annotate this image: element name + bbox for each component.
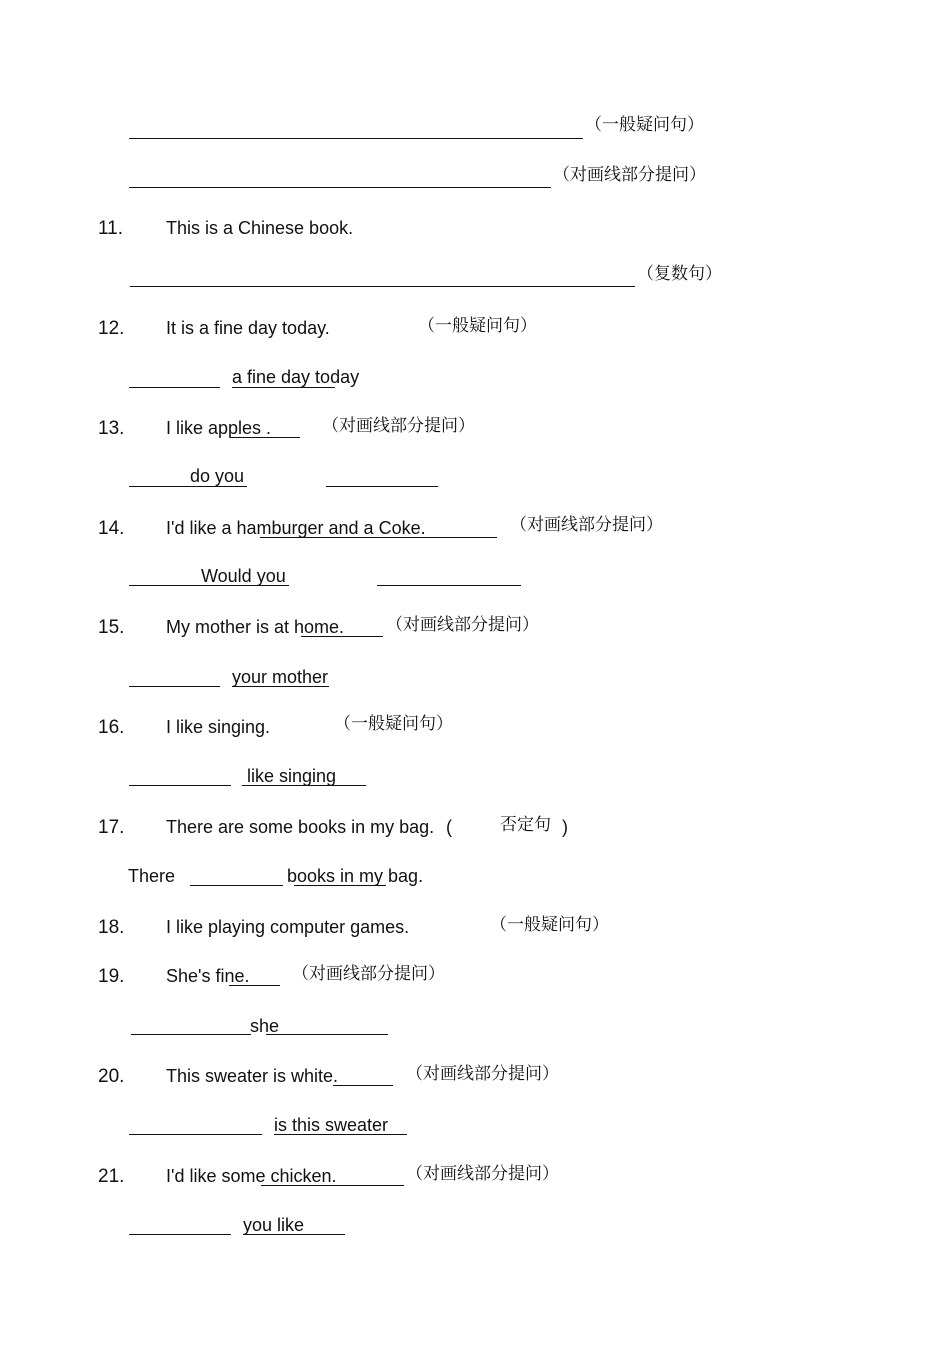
answer-line [129,187,551,188]
answer-blank [129,486,247,487]
hint-paren-close: ) [562,817,568,837]
answer-underline [232,387,335,388]
hint-ask-underlined: （对画线部分提问） [553,165,706,185]
answer-blank [129,686,220,687]
answer-text: do you [190,466,245,486]
item-sentence: My mother is at home. [166,617,345,637]
hint-yes-no: （一般疑问句） [334,714,453,734]
item-sentence: She's fine. [166,966,250,986]
answer-blank [131,1034,251,1035]
hint-plural: （复数句） [637,264,722,284]
item-sentence: This is a Chinese book. [166,218,354,238]
item-sentence: I'd like a hamburger and a Coke. [166,518,426,538]
hint-yes-no: （一般疑问句） [490,915,609,935]
hint-ask-underlined: （对画线部分提问） [406,1064,559,1084]
underlined-part [230,437,300,438]
answer-text: like singing [247,766,337,786]
item-number: 14. [98,518,125,539]
item-sentence: I'd like some chicken. [166,1166,337,1186]
item-number: 20. [98,1066,125,1087]
item-sentence: I like apples . [166,418,272,438]
item-sentence: This sweater is white. [166,1066,339,1086]
answer-text: books in my bag. [287,866,424,886]
answer-underline [294,885,386,886]
item-sentence: I like singing. [166,717,271,737]
answer-text: There [128,866,176,886]
answer-blank [190,885,283,886]
item-number: 19. [98,966,125,987]
item-sentence: It is a fine day today. [166,318,330,338]
answer-blank [129,387,220,388]
hint-negative: 否定句 [500,815,551,835]
underlined-part [229,985,280,986]
answer-blank [266,1034,388,1035]
hint-yes-no: （一般疑问句） [418,316,537,336]
answer-underline [242,785,366,786]
item-number: 11. [98,218,124,239]
underlined-part [260,537,497,538]
answer-text: you like [243,1215,305,1235]
answer-blank [129,1134,262,1135]
answer-text: Would you [201,566,286,586]
hint-ask-underlined: （对画线部分提问） [386,615,539,635]
answer-underline [274,1134,407,1135]
item-number: 18. [98,917,125,938]
item-number: 12. [98,318,125,339]
answer-text: a fine day today [232,367,360,387]
hint-paren-open: ( [446,817,452,837]
answer-blank [129,1234,231,1235]
answer-blank [377,585,521,586]
answer-underline [243,1234,345,1235]
item-sentence: There are some books in my bag. [166,817,435,837]
hint-yes-no: （一般疑问句） [585,115,704,135]
answer-blank [129,785,231,786]
item-number: 21. [98,1166,125,1187]
answer-blank [326,486,438,487]
hint-ask-underlined: （对画线部分提问） [406,1164,559,1184]
answer-line [130,286,635,287]
answer-line [129,138,583,139]
answer-text: your mother [232,667,329,687]
underlined-part [333,1085,393,1086]
underlined-part [261,1185,404,1186]
item-number: 13. [98,418,125,439]
hint-ask-underlined: （对画线部分提问） [292,964,445,984]
answer-text: she [250,1016,280,1036]
item-number: 17. [98,817,125,838]
item-sentence: I like playing computer games. [166,917,410,937]
underlined-part [301,636,383,637]
hint-ask-underlined: （对画线部分提问） [322,416,475,436]
answer-text: is this sweater [274,1115,389,1135]
answer-underline [232,686,329,687]
item-number: 16. [98,717,125,738]
item-number: 15. [98,617,125,638]
hint-ask-underlined: （对画线部分提问） [510,515,663,535]
